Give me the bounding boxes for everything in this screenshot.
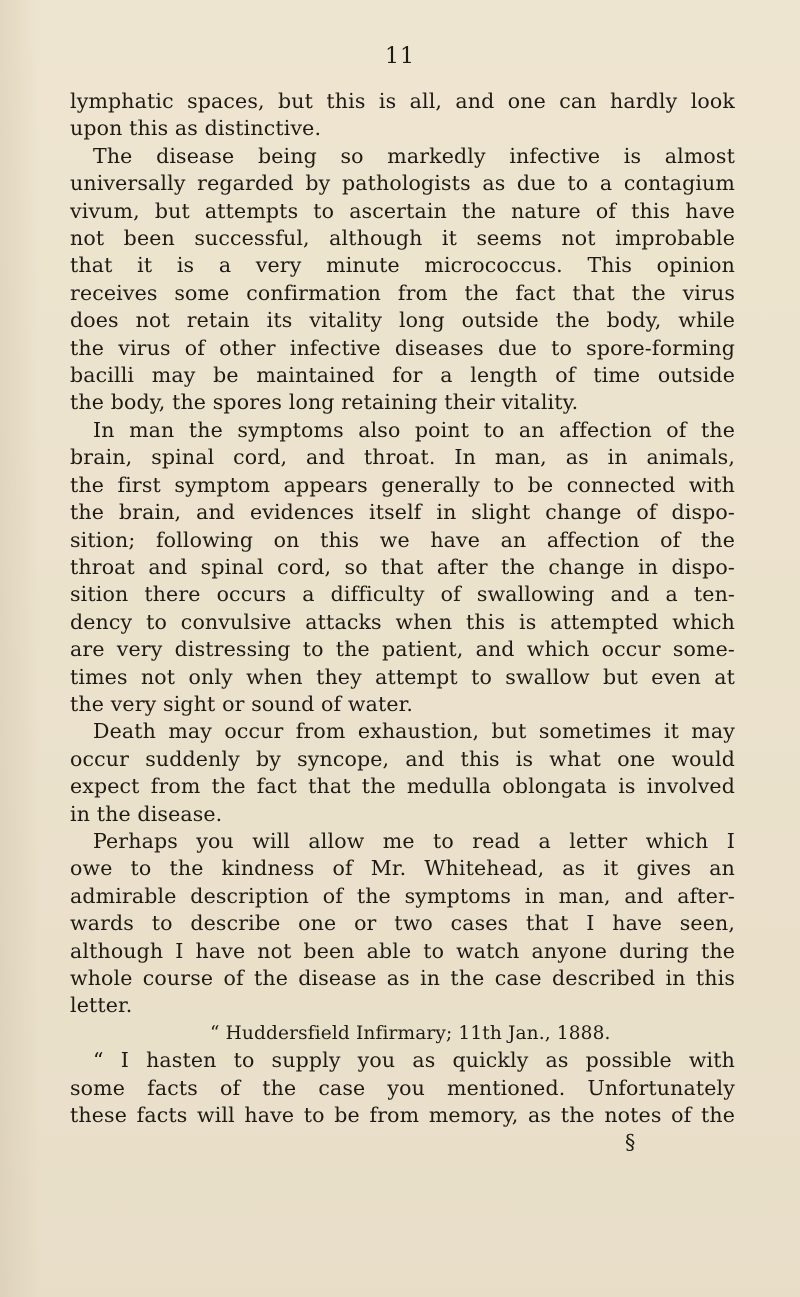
text-line: although I have not been able to watch anyone during the [70, 938, 735, 963]
text-line: Perhaps you will allow me to read a letter which I [93, 828, 735, 853]
text-line: some facts of the case you mentioned. Unfortunately [70, 1075, 735, 1100]
text-line: the first symptom appears generally to be connected with [70, 472, 735, 497]
text-line: vivum, but attempts to ascertain the nature of this have [70, 198, 735, 223]
text-line: universally regarded by pathologists as due to a contagium [70, 171, 735, 196]
text-line: owe to the kindness of Mr. Whitehead, as it gives an [70, 856, 735, 881]
page-number: 11 [385, 44, 415, 69]
text-line: letter. [70, 993, 133, 1018]
text-line: Death may occur from exhaustion, but sometimes it may [93, 719, 735, 744]
text-line: that it is a very minute micrococcus. This opinion [70, 253, 735, 278]
text-line: sition; following on this we have an affection of the [70, 527, 735, 552]
text-line: are very distressing to the patient, and which occur some- [70, 637, 735, 662]
text-line: upon this as distinctive. [70, 116, 322, 141]
text-line: lymphatic spaces, but this is all, and one can hardly look [70, 89, 735, 113]
text-line: bacilli may be maintained for a length of time outside [70, 363, 735, 388]
text-line: “ I hasten to supply you as quickly as possible with [93, 1048, 735, 1073]
text-line: brain, spinal cord, and throat. In man, as in animals, [70, 445, 735, 470]
text-line: expect from the fact that the medulla oblongata is involved [70, 774, 735, 799]
text-line: the virus of other infective diseases due to spore-forming [70, 335, 735, 360]
body-text [70, 88, 735, 1157]
text-line: the very sight or sound of water. [70, 691, 414, 716]
text-line: whole course of the disease as in the case described in this [70, 966, 735, 990]
text-line: occur suddenly by syncope, and this is what one would [70, 746, 735, 771]
text-line: throat and spinal cord, so that after the change in dispo- [70, 554, 735, 579]
text-line: The disease being so markedly infective is almost [93, 143, 735, 168]
text-line: sition there occurs a difficulty of swallowing and a ten- [70, 582, 735, 607]
text-line: these facts will have to be from memory, as the notes of the [70, 1103, 735, 1128]
text-line: admirable description of the symptoms in man, and after- [70, 883, 735, 908]
text-line: wards to describe one or two cases that I have seen, [70, 911, 735, 936]
text-line: In man the symptoms also point to an affection of the [93, 417, 735, 442]
text-line: the brain, and evidences itself in slight change of dispo- [70, 500, 735, 525]
letter-dateline: “ Huddersfield Infirmary; 11th Jan., 1888. [210, 1022, 611, 1044]
text-line: in the disease. [70, 801, 223, 826]
text-line: receives some confirmation from the fact that the virus [70, 280, 735, 305]
text-line: dency to convulsive attacks when this is attempted which [70, 609, 735, 634]
text-line: the body, the spores long retaining their vitality. [70, 390, 579, 415]
text-line: times not only when they attempt to swallow but even at [70, 664, 735, 689]
text-line: not been successful, although it seems not improbable [70, 226, 735, 251]
signature-mark: § [625, 1130, 636, 1155]
text-line: does not retain its vitality long outside the body, while [70, 308, 735, 333]
